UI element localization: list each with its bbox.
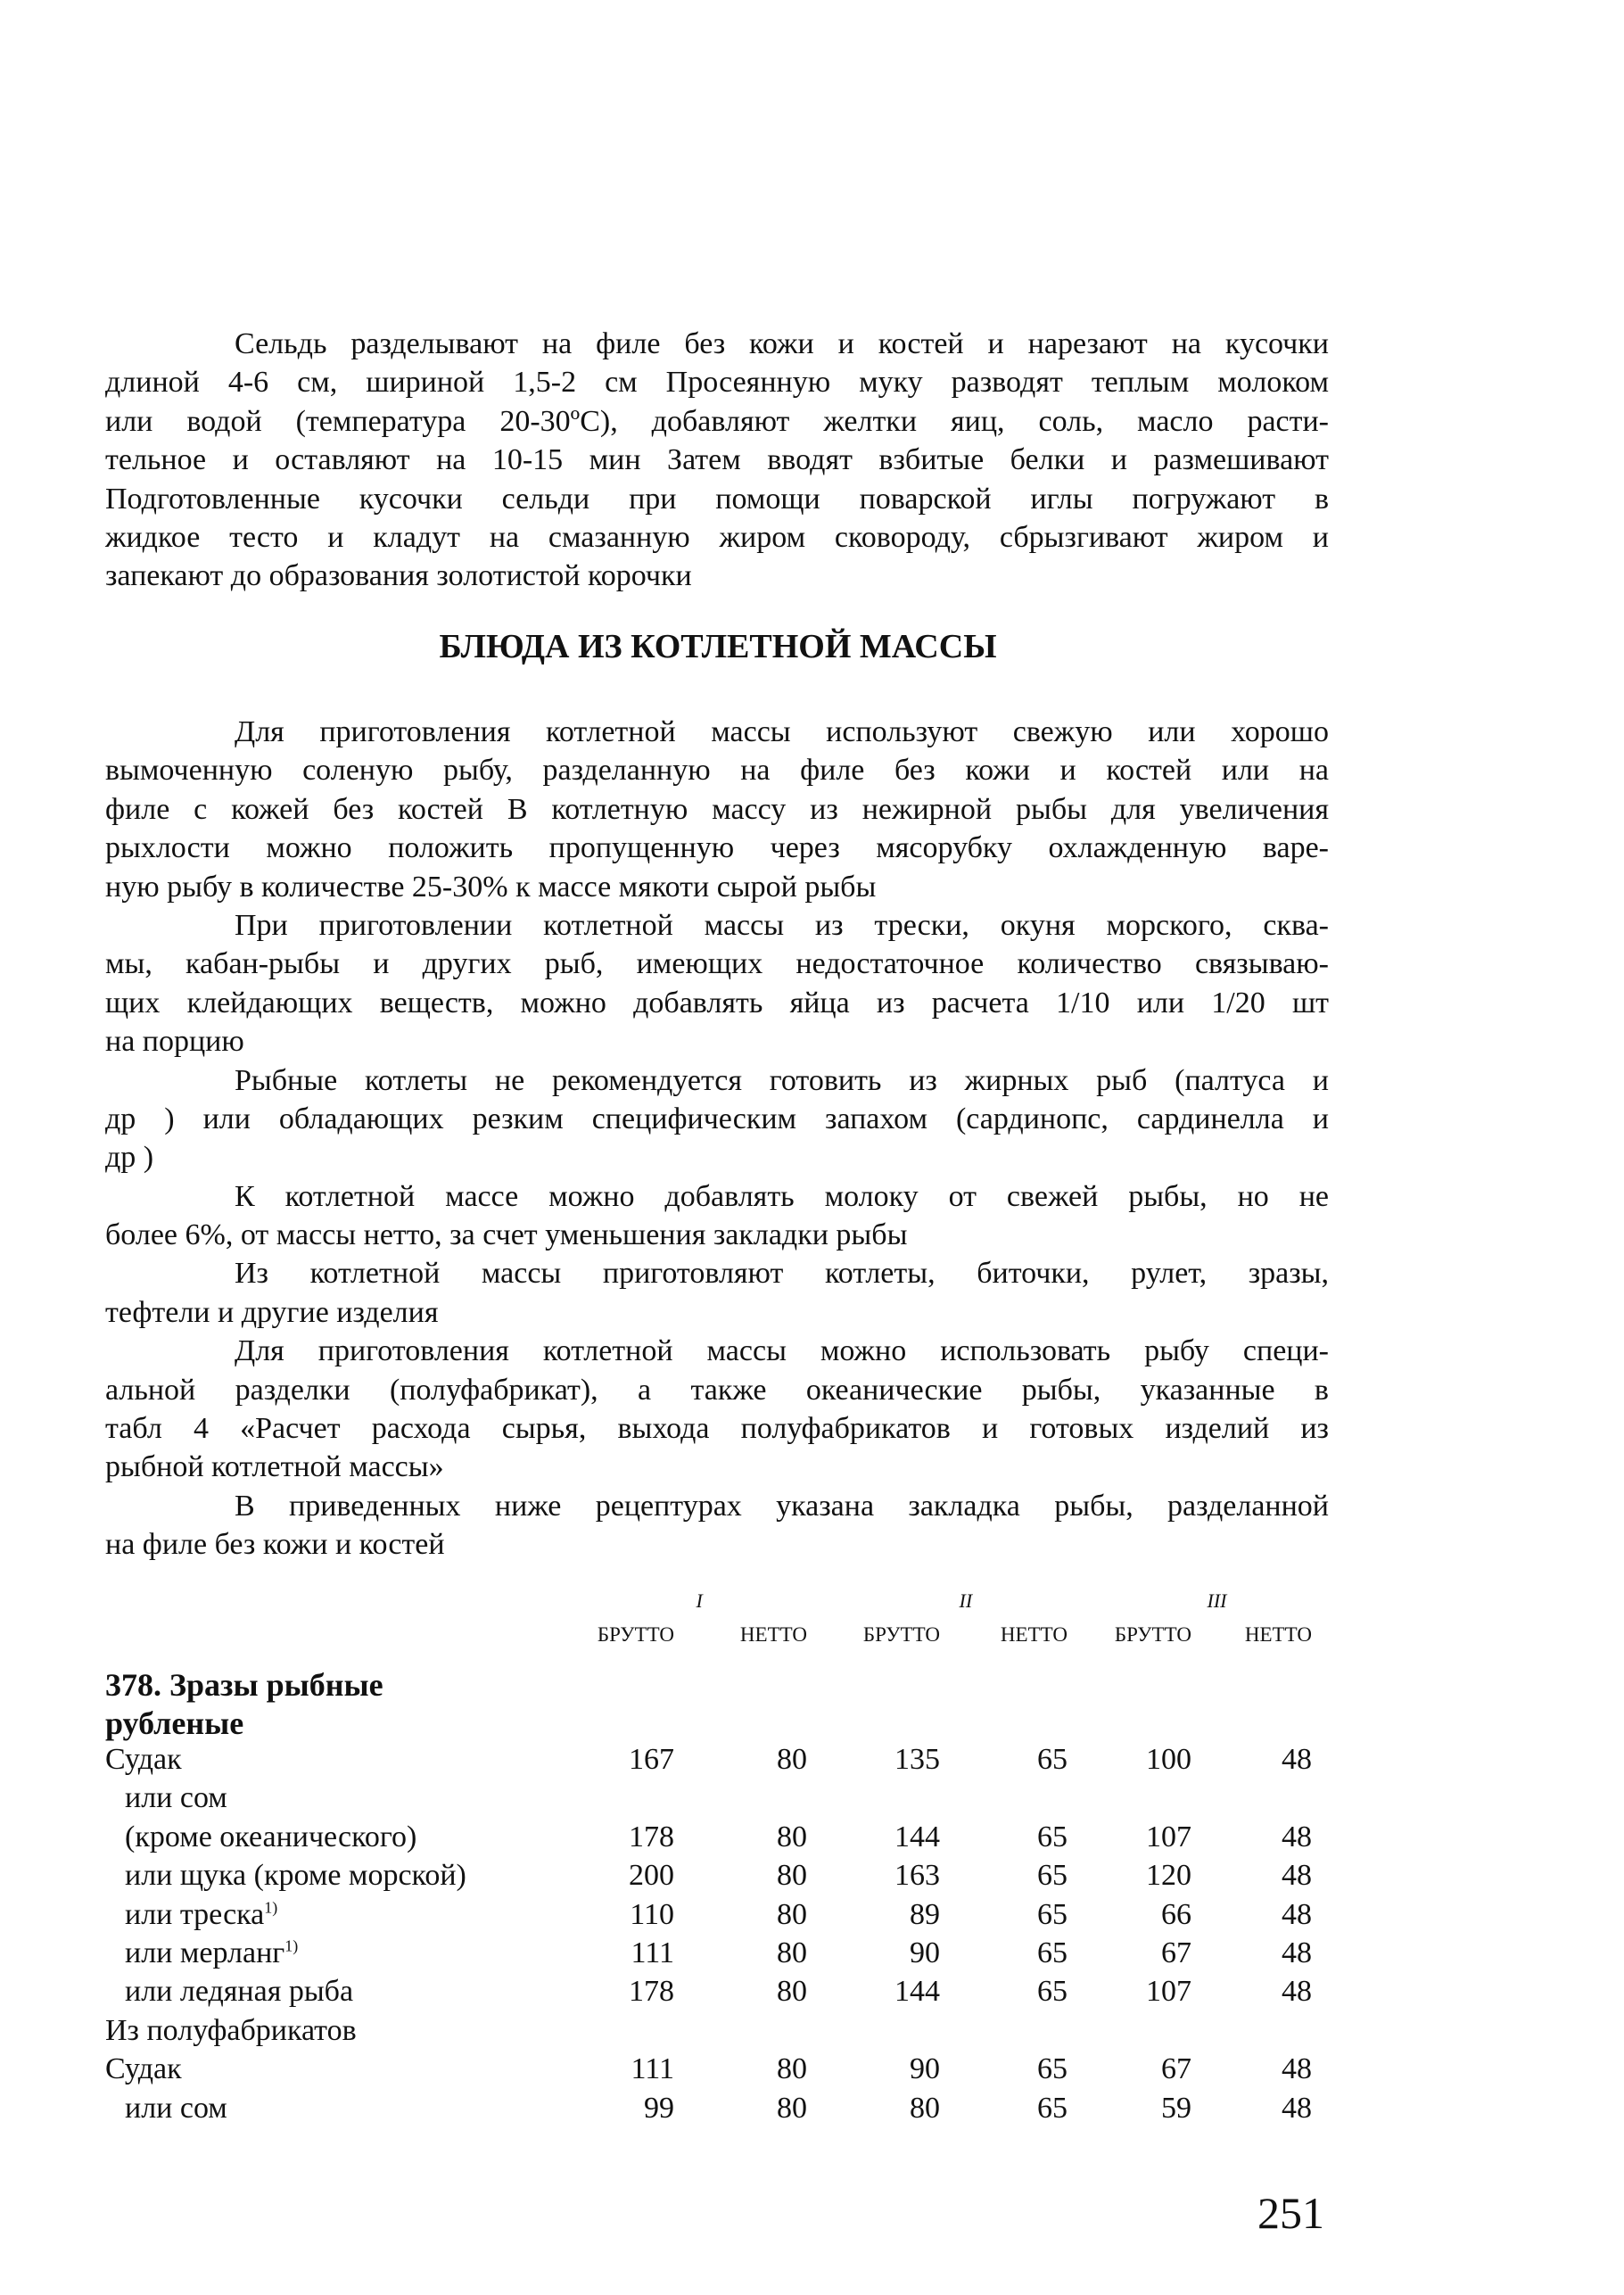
cell-value: 48 (1282, 1897, 1312, 1931)
table-row (105, 1743, 1329, 1781)
cell-value: 65 (1037, 1743, 1068, 1776)
table-row (105, 1820, 1329, 1859)
cell-value: 107 (1146, 1975, 1191, 2009)
cell-value: 178 (629, 1975, 674, 2009)
table-row (105, 2052, 1329, 2091)
section-body (105, 713, 1329, 1564)
column-header: НЕТТО (739, 1623, 807, 1646)
cell-value: 65 (1037, 2091, 1068, 2125)
row-label: Судак (105, 1743, 182, 1776)
cell-value: 90 (910, 1936, 940, 1969)
text-line: В приведенных ниже рецептурах указана закладка рыбы, разделанной (235, 1489, 1329, 1523)
cell-value: 48 (1282, 1859, 1312, 1893)
cell-value: 80 (777, 1936, 807, 1969)
row-label: Из полуфабрикатов (105, 2013, 357, 2047)
cell-value: 80 (777, 1975, 807, 2009)
cell-value: 89 (910, 1897, 940, 1931)
text-line: щих клейдающих веществ, можно добавлять яйца из расчета 1/10 или 1/20 шт (105, 986, 1329, 1020)
cell-value: 67 (1161, 2052, 1191, 2086)
text-line: филе с кожей без костей В котлетную массу из нежирной рыбы для увеличения (105, 792, 1329, 826)
cell-value: 80 (777, 1859, 807, 1893)
cell-value: 163 (894, 1859, 940, 1893)
cell-value: 80 (910, 2091, 940, 2125)
cell-value: 65 (1037, 1936, 1068, 1969)
text-line: др ) (105, 1141, 154, 1175)
row-label: Судак (105, 2052, 182, 2086)
cell-value: 99 (644, 2091, 674, 2125)
cell-value: 48 (1282, 1936, 1312, 1969)
text-line: Сельдь разделывают на филе без кожи и костей и нарезают на кусочки (235, 327, 1329, 360)
cell-value: 80 (777, 1743, 807, 1776)
column-header: БРУТТО (597, 1623, 674, 1646)
cell-value: 120 (1146, 1859, 1191, 1893)
table-row (105, 1975, 1329, 2013)
column-header: НЕТТО (1000, 1623, 1068, 1646)
table-row (105, 1859, 1329, 1897)
text-line: При приготовлении котлетной массы из трески, окуня морского, сква- (235, 908, 1329, 942)
text-line: жидкое тесто и кладут на смазанную жиром сковороду, сбрызгивают жиром и (105, 520, 1329, 554)
row-label: или треска$^{1)}$ (125, 1897, 278, 1931)
group-header: II (959, 1589, 973, 1612)
text-line: запекают до образования золотистой корочки (105, 559, 692, 593)
column-header: НЕТТО (1244, 1623, 1312, 1646)
cell-value: 144 (894, 1820, 940, 1853)
cell-value: 200 (629, 1859, 674, 1893)
text-line: К котлетной массе можно добавлять молоку от свежей рыбы, но не (235, 1179, 1329, 1213)
page-number: 251 (1257, 2188, 1324, 2238)
text-line: Для приготовления котлетной массы можно использовать рыбу специ- (235, 1334, 1329, 1368)
text-line: на порцию (105, 1025, 244, 1059)
row-label: или сом (125, 1781, 227, 1815)
text-line: ную рыбу в количестве 25-30% к массе мякоти сырой рыбы (105, 870, 877, 904)
cell-value: 67 (1161, 1936, 1191, 1969)
cell-value: 80 (777, 1820, 807, 1853)
footnote-mark: 1) (264, 1898, 278, 1917)
cell-value: 107 (1146, 1820, 1191, 1853)
text-line: мы, кабан-рыбы и других рыб, имеющих недостаточное количество связываю- (105, 947, 1329, 981)
cell-value: 167 (629, 1743, 674, 1776)
cell-value: 135 (894, 1743, 940, 1776)
text-line: рыхлости можно положить пропущенную через мясорубку охлажденную варе- (105, 831, 1329, 865)
column-header: БРУТТО (862, 1623, 940, 1646)
cell-value: 111 (631, 1936, 674, 1969)
cell-value: 100 (1146, 1743, 1191, 1776)
cell-value: 144 (894, 1975, 940, 2009)
text-line: на филе без кожи и костей (105, 1528, 445, 1562)
text-line: др ) или обладающих резким специфическим запахом (сардинопс, сардинелла и (105, 1102, 1329, 1135)
cell-value: 48 (1282, 2052, 1312, 2086)
footnote-mark: 1) (284, 1936, 299, 1955)
table-row (105, 1936, 1329, 1975)
cell-value: 111 (631, 2052, 674, 2086)
cell-value: 178 (629, 1820, 674, 1853)
text-line: рыбной котлетной массы» (105, 1450, 444, 1484)
table-row (105, 2014, 1329, 2052)
cell-value: 80 (777, 2052, 807, 2086)
recipe-title: 378. Зразы рыбные (105, 1667, 383, 1703)
table-row (105, 1781, 1329, 1820)
cell-value: 65 (1037, 1859, 1068, 1893)
text-line: Из котлетной массы приготовляют котлеты, биточки, рулет, зразы, (235, 1257, 1329, 1291)
cell-value: 48 (1282, 1743, 1312, 1776)
text-line: Рыбные котлеты не рекомендуется готовить из жирных рыб (палтуса и (235, 1063, 1329, 1097)
group-header: I (696, 1589, 703, 1612)
cell-value: 66 (1161, 1897, 1191, 1931)
row-label: или щука (кроме морской) (125, 1859, 466, 1893)
section-heading: БЛЮДА ИЗ КОТЛЕТНОЙ МАССЫ (439, 628, 997, 665)
text-line: более 6%, от массы нетто, за счет уменьшения закладки рыбы (105, 1218, 908, 1252)
text-line: тефтели и другие изделия (105, 1295, 439, 1329)
cell-value: 90 (910, 2052, 940, 2086)
row-label: (кроме океанического) (125, 1820, 417, 1853)
row-label: или ледяная рыба (125, 1975, 354, 2009)
text-line: Подготовленные кусочки сельди при помощи поварской иглы погружают в (105, 482, 1329, 516)
cell-value: 110 (630, 1897, 674, 1931)
text-line: длиной 4-6 см, шириной 1,5-2 см Просеянную муку разводят теплым молоком (105, 366, 1329, 400)
text-line: табл 4 «Расчет расхода сырья, выхода полуфабрикатов и готовых изделий из (105, 1412, 1329, 1446)
text-line: вымоченную соленую рыбу, разделанную на филе без кожи и костей или на (105, 754, 1329, 788)
text-line: или водой (температура 20-30ºС), добавляют желтки яиц, соль, масло расти- (105, 404, 1329, 438)
cell-value: 65 (1037, 1897, 1068, 1931)
table-row (105, 1898, 1329, 1936)
cell-value: 80 (777, 1897, 807, 1931)
row-label: или сом (125, 2091, 227, 2125)
text-line: альной разделки (полуфабрикат), а также океанические рыбы, указанные в (105, 1373, 1329, 1407)
column-header: БРУТТО (1114, 1623, 1191, 1646)
cell-value: 65 (1037, 1975, 1068, 2009)
cell-value: 65 (1037, 1820, 1068, 1853)
paragraph-herring (105, 325, 1329, 596)
cell-value: 65 (1037, 2052, 1068, 2086)
cell-value: 59 (1161, 2091, 1191, 2125)
text-line: тельное и оставляют на 10-15 мин Затем вводят взбитые белки и размешивают (105, 443, 1329, 477)
group-header: III (1207, 1589, 1227, 1612)
cell-value: 48 (1282, 1975, 1312, 2009)
cell-value: 48 (1282, 2091, 1312, 2125)
row-label: или мерланг$^{1)}$ (125, 1936, 299, 1969)
recipe-title-cont: рубленые (105, 1705, 244, 1741)
table-row (105, 2092, 1329, 2130)
text-line: Для приготовления котлетной массы используют свежую или хорошо (235, 715, 1329, 748)
cell-value: 48 (1282, 1820, 1312, 1853)
cell-value: 80 (777, 2091, 807, 2125)
